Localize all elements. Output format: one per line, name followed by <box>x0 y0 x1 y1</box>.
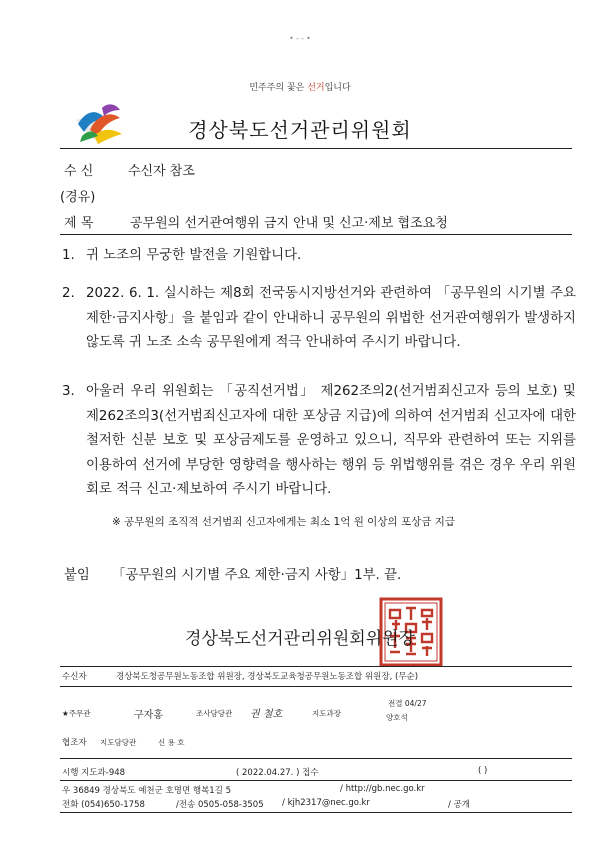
paragraph-3 <box>62 380 574 510</box>
slogan <box>0 80 600 93</box>
director-role: 지도과장 <box>312 709 341 718</box>
address: 우 36849 경상북도 예천군 호명면 행복1길 5 <box>62 786 232 796</box>
email: / kjh2317@nec.go.kr <box>282 798 370 808</box>
subject-value: 공무원의 선거관여행위 금지 안내 및 신고·제보 협조요청 <box>130 216 448 231</box>
paragraph-2 <box>62 282 574 382</box>
fax: /전송 0505-058-3505 <box>176 800 264 810</box>
final-approval-date: 전결 04/27 <box>388 699 427 708</box>
doc-date: ( 2022.04.27. ) 접수 <box>236 768 319 778</box>
cooperator-role: 지도담당관 <box>100 738 137 747</box>
footer-divider-2 <box>60 780 572 781</box>
paragraph-number: 3. <box>62 384 75 399</box>
attachment-value: 「공무원의 시기별 주요 제한·금지 사항」1부. 끝. <box>112 568 402 583</box>
subject-label: 제 목 <box>64 216 94 231</box>
signature: 경상북도선거관리위원회위원장 <box>185 629 415 649</box>
cooperator-name: 신 용 호 <box>158 738 185 747</box>
investigator-role: 조사담당관 <box>196 709 233 718</box>
subject-divider <box>60 234 572 235</box>
footer-divider <box>60 758 572 759</box>
paragraph-1 <box>62 244 574 270</box>
phone: 전화 (054)650-1758 <box>62 800 145 810</box>
receipt-blank: ( ) <box>478 766 488 776</box>
paragraph-text: 2022. 6. 1. 실시하는 제8회 전국동시지방선거와 관련하여 「공무원의 시기별 주요 제한·금지사항」을 붙임과 같이 안내하니 공무원의 위법한 선거관여행위가 발생하지 않도록 귀 노조 소속 공무원에게 적극 안내하여 주시기 바랍니다. <box>86 286 576 351</box>
publicity: / 공개 <box>448 800 470 810</box>
final-approver-name: 양호석 <box>386 713 408 722</box>
drafter-role: ★주무관 <box>62 709 91 718</box>
attachment-label: 붙임 <box>64 568 90 583</box>
cc-value: 경상북도청공무원노동조합 위원장, 경상북도교육청공무원노동조합 위원장, (무순) <box>116 672 419 682</box>
header-divider <box>60 148 572 149</box>
cc-divider <box>60 666 572 667</box>
slogan-highlight: 선거 <box>307 83 325 93</box>
recipient-value: 수신자 참조 <box>128 164 195 179</box>
slogan-pre: 민주주의 꽃은 <box>249 83 308 93</box>
slogan-post: 입니다 <box>324 83 351 93</box>
investigator-name: 권 철호 <box>250 709 283 720</box>
paragraph-text: 귀 노조의 무궁한 발전을 기원합니다. <box>86 248 302 263</box>
homepage: / http://gb.nec.go.kr <box>340 784 425 794</box>
footer-bottom-divider <box>60 812 572 813</box>
doc-number: 시행 지도과-948 <box>62 768 126 778</box>
org-name: 경상북도선거관리위원회 <box>188 118 412 142</box>
paragraph-number: 2. <box>62 286 75 301</box>
paragraph-number: 1. <box>62 248 75 263</box>
via-label: (경유) <box>60 190 96 205</box>
recipient-label: 수 신 <box>64 164 94 179</box>
cooperator-label: 협조자 <box>62 738 87 748</box>
reward-note: ※ 공무원의 조직적 선거범죄 신고자에게는 최소 1억 원 이상의 포상금 지급 <box>112 516 456 528</box>
cc-bottom-divider <box>60 686 572 687</box>
cc-label: 수신자 <box>62 672 87 682</box>
top-mark: • - - • <box>289 34 311 43</box>
drafter-name: 구자홍 <box>134 710 163 721</box>
paragraph-text: 아울러 우리 위원회는 「공직선거법」 제262조의2(선거범죄신고자 등의 보호) 및 제262조의3(선거범죄신고자에 대한 포상금 지급)에 의하여 선거범죄 신고자에 대한 철저한 신분 보호 및 포상금제도를 운영하고 있으니, 직무와 관련하여 또는 지위를 이용하여 선거에 부당한 영향력을 행사하는 행위 등 위법행위를 겪은 경우 우리 위원회로 적극 신고·제보하여 주시기 바랍니다. <box>86 384 576 498</box>
